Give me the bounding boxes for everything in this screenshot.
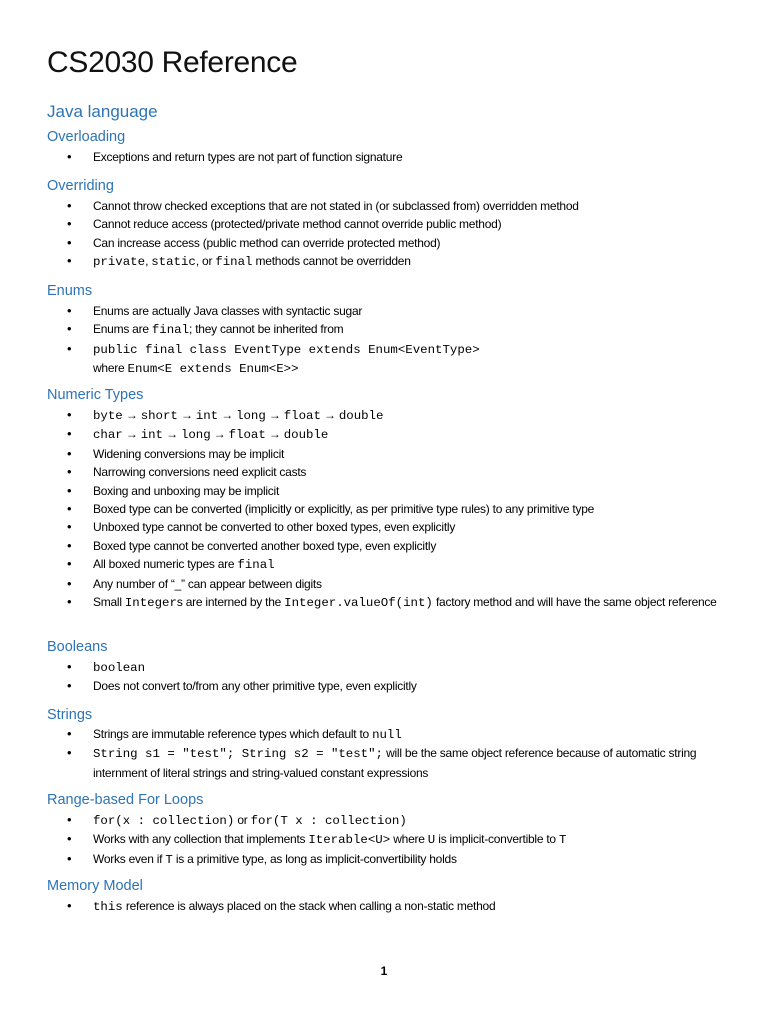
code-static: static bbox=[151, 255, 196, 270]
list-item bbox=[0, 897, 733, 916]
list-item bbox=[0, 252, 733, 271]
text: reference is always placed on the stack when calling a non-static method bbox=[122, 899, 496, 913]
list-item: • Can increase access (public method can override protected method) bbox=[0, 234, 733, 252]
list-item: • Does not convert to/from any other primitive type, even explicitly bbox=[0, 677, 733, 695]
arrow-icon: → bbox=[324, 408, 336, 422]
arrow-icon: → bbox=[125, 408, 138, 422]
text: Enums are bbox=[93, 322, 152, 337]
list-item bbox=[0, 830, 733, 849]
enums-list bbox=[0, 302, 768, 379]
code-this: this bbox=[93, 900, 123, 914]
code-type: long bbox=[180, 428, 211, 443]
list-item bbox=[0, 811, 733, 830]
heading-enums: Enums bbox=[47, 283, 93, 299]
text: All boxed numeric types are bbox=[93, 557, 238, 572]
list-item bbox=[0, 425, 733, 444]
code-type: byte bbox=[93, 409, 123, 423]
code-type: double bbox=[283, 428, 329, 443]
text: methods cannot be overridden bbox=[252, 254, 411, 269]
list-item: • Exceptions and return types are not part of function signature bbox=[0, 148, 733, 166]
code-type: double bbox=[338, 409, 384, 423]
code-enum-declaration: public final class EventType extends Enum<EventType> bbox=[93, 342, 480, 357]
code-valueof: Integer.valueOf(int) bbox=[284, 596, 433, 611]
list-item bbox=[0, 320, 733, 339]
text: is implicit-convertible to bbox=[435, 832, 559, 847]
list-item: • Boxed type can be converted (implicitly or explicitly, as per primitive type rules) to any primitive type bbox=[0, 500, 733, 518]
code-t: T bbox=[165, 852, 173, 867]
heading-overloading: Overloading bbox=[47, 129, 126, 145]
loops-list bbox=[0, 811, 768, 869]
list-item bbox=[0, 744, 733, 782]
strings-list bbox=[0, 725, 768, 782]
code-type: char bbox=[93, 428, 123, 443]
page-number: 1 bbox=[380, 964, 388, 978]
list-item bbox=[0, 593, 733, 612]
overloading-list bbox=[0, 148, 768, 166]
code-type: short bbox=[140, 409, 178, 423]
arrow-icon: → bbox=[268, 408, 281, 422]
code-for-x: for(x : collection) bbox=[93, 814, 235, 828]
code-string-example: String s1 = "test"; String s2 = "test"; bbox=[93, 747, 383, 762]
text: Small bbox=[93, 595, 125, 610]
list-item bbox=[0, 555, 733, 574]
code-null: null bbox=[372, 728, 402, 742]
code-type: int bbox=[140, 428, 163, 443]
list-item: • Unboxed type cannot be converted to other boxed types, even explicitly bbox=[0, 518, 733, 536]
code-private: private bbox=[93, 255, 146, 270]
list-item: • Enums are actually Java classes with syntactic sugar bbox=[0, 302, 733, 320]
text: where bbox=[390, 832, 428, 847]
text: Strings are immutable reference types which default to bbox=[93, 727, 373, 741]
booleans-list bbox=[0, 658, 768, 696]
arrow-icon: → bbox=[213, 427, 226, 442]
code-iterable: Iterable<U> bbox=[308, 833, 391, 848]
list-item bbox=[0, 850, 733, 869]
heading-memory-model: Memory Model bbox=[47, 878, 143, 894]
text: where bbox=[93, 361, 128, 376]
text: ; they cannot be inherited from bbox=[189, 322, 344, 337]
code-integer: Integer bbox=[124, 596, 177, 611]
section-heading-java-language: Java language bbox=[47, 102, 158, 121]
text: , bbox=[145, 254, 152, 269]
list-item: • Cannot throw checked exceptions that are not stated in (or subclassed from) overridden method bbox=[0, 197, 733, 215]
arrow-icon: → bbox=[166, 427, 178, 442]
memory-list bbox=[0, 897, 768, 916]
code-for-tx: for(T x : collection) bbox=[250, 814, 407, 828]
arrow-icon: → bbox=[221, 408, 233, 422]
document-title: CS2030 Reference bbox=[47, 46, 298, 79]
heading-range-based-for-loops: Range-based For Loops bbox=[47, 792, 204, 808]
text: factory method and will have the same object reference bbox=[432, 595, 717, 610]
code-t: T bbox=[558, 833, 567, 848]
text: will be the same object reference because of automatic string internment of literal strings and string-valued constant expressions bbox=[93, 746, 697, 780]
code-u: U bbox=[427, 833, 436, 848]
list-item: • Boxing and unboxing may be implicit bbox=[0, 482, 733, 500]
code-final: final bbox=[151, 323, 190, 338]
code-final: final bbox=[215, 255, 253, 270]
text: , or bbox=[195, 254, 216, 269]
text: or bbox=[234, 813, 251, 827]
code-enum-generic: Enum<E extends Enum<E>> bbox=[127, 362, 299, 377]
text: is a primitive type, as long as implicit-convertibility holds bbox=[172, 851, 457, 866]
list-item bbox=[0, 340, 733, 379]
code-type: long bbox=[236, 409, 266, 423]
list-item: • Boxed type cannot be converted another boxed type, even explicitly bbox=[0, 537, 733, 555]
list-item: • Widening conversions may be implicit bbox=[0, 445, 733, 463]
code-type: float bbox=[283, 409, 321, 423]
list-item: • Any number of “_” can appear between digits bbox=[0, 575, 733, 593]
list-item bbox=[0, 658, 733, 677]
code-type: int bbox=[195, 409, 219, 423]
heading-overriding: Overriding bbox=[47, 178, 114, 194]
code-type: float bbox=[228, 428, 266, 443]
list-item bbox=[0, 406, 733, 425]
list-item: • Narrowing conversions need explicit casts bbox=[0, 463, 733, 481]
list-item bbox=[0, 725, 733, 744]
text: Works even if bbox=[93, 851, 166, 866]
heading-booleans: Booleans bbox=[47, 639, 108, 655]
text: Works with any collection that implements bbox=[93, 832, 309, 847]
arrow-icon: → bbox=[125, 427, 138, 442]
code-final: final bbox=[237, 558, 275, 573]
list-item: • Cannot reduce access (protected/private method cannot override public method) bbox=[0, 215, 733, 233]
numeric-list bbox=[0, 406, 768, 612]
arrow-icon: → bbox=[180, 408, 193, 422]
overriding-list bbox=[0, 197, 768, 272]
arrow-icon: → bbox=[268, 427, 281, 442]
heading-strings: Strings bbox=[47, 707, 93, 723]
text: s are interned by the bbox=[176, 595, 285, 610]
heading-numeric-types: Numeric Types bbox=[47, 387, 144, 403]
code-boolean: boolean bbox=[93, 661, 146, 675]
